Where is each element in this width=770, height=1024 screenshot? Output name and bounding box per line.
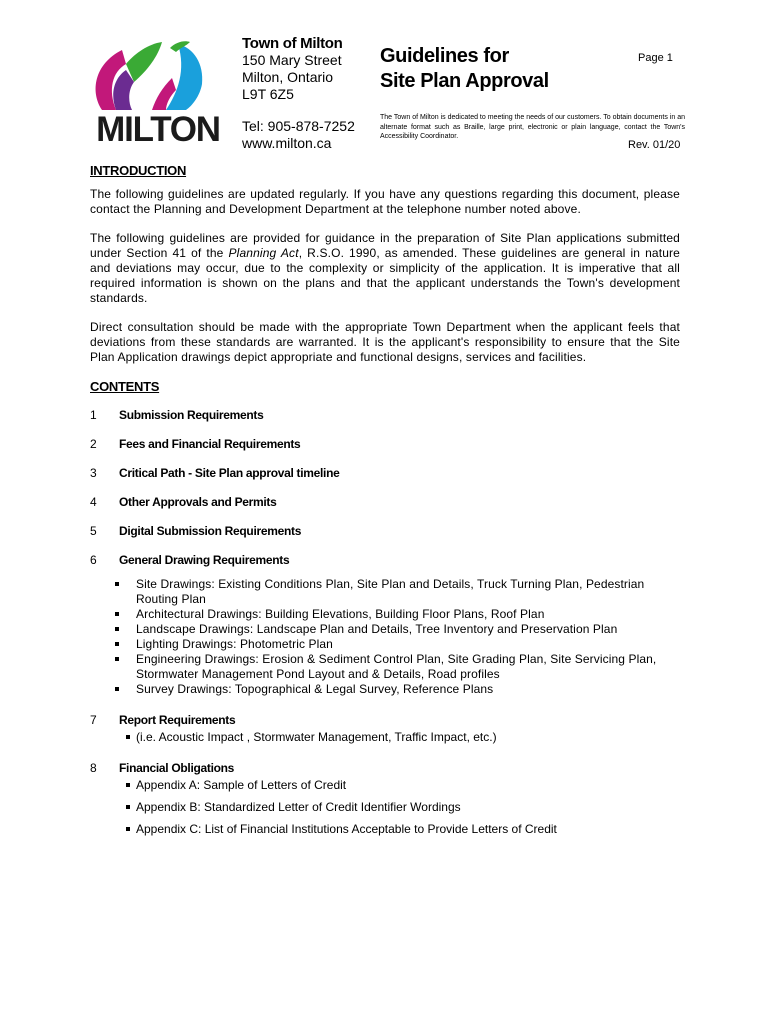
list-item: Landscape Drawings: Landscape Plan and Details, Tree Inventory and Preservation Plan [90, 622, 680, 637]
toc-item [90, 408, 680, 437]
address-line-1: 150 Mary Street [242, 52, 342, 68]
milton-logo-mark [82, 34, 234, 114]
toc-label: Fees and Financial Requirements [119, 437, 301, 451]
drawing-requirements-list [90, 577, 680, 697]
toc-label: Digital Submission Requirements [119, 524, 302, 538]
document-title [380, 44, 549, 94]
list-item: (i.e. Acoustic Impact , Stormwater Management, Traffic Impact, etc.) [90, 730, 680, 745]
milton-logo [82, 34, 234, 149]
introduction-heading: INTRODUCTION [90, 163, 187, 178]
intro-paragraph-2 [90, 231, 680, 306]
list-item: Lighting Drawings: Photometric Plan [90, 637, 680, 652]
toc-number: 4 [90, 495, 97, 509]
address-line-2: Milton, Ontario [242, 69, 334, 85]
toc-number: 1 [90, 408, 97, 422]
toc-number: 8 [90, 761, 97, 775]
title-line-2: Site Plan Approval [380, 70, 549, 92]
title-line-1: Guidelines for [380, 45, 509, 67]
toc-item [90, 524, 680, 553]
intro-p2-text-a: The following guidelines are provided for guidance in the preparation of Site Plan applications submitted under Section 41 of the [90, 231, 680, 260]
postal-code: L9T 6Z5 [242, 86, 294, 102]
main-content [90, 163, 680, 844]
toc-label: Other Approvals and Permits [119, 495, 277, 509]
intro-p2-text-b: , R.S.O. 1990, as amended. These guidelines are general in nature and deviations may occur, due to the complexity or simplicity of the application. It is imperative that all required information is shown on the plans and that the applicant understands the Town's development standards. [90, 246, 681, 305]
toc-number: 3 [90, 466, 97, 480]
intro-paragraph-1: The following guidelines are updated regularly. If you have any questions regarding this document, please contact the Planning and Development Department at the telephone number noted above. [90, 187, 680, 216]
toc-label: General Drawing Requirements [119, 553, 290, 567]
toc-label: Critical Path - Site Plan approval timeline [119, 466, 340, 480]
toc-number: 7 [90, 713, 97, 727]
list-item: Appendix B: Standardized Letter of Credit Identifier Wordings [90, 800, 680, 815]
revision-label: Rev. 01/20 [628, 139, 681, 151]
logo-wordmark: MILTON [96, 110, 220, 149]
toc-item [90, 437, 680, 466]
accessibility-notice: The Town of Milton is dedicated to meeting the needs of our customers. To obtain documents in an alternate format such as Braille, large print, electronic or plain language, contact the Town's Accessibility Coordinator. [380, 114, 685, 140]
list-item: Appendix A: Sample of Letters of Credit [90, 778, 680, 793]
toc-label: Report Requirements [119, 713, 236, 727]
toc-number: 2 [90, 437, 97, 451]
list-item: Appendix C: List of Financial Institutions Acceptable to Provide Letters of Credit [90, 822, 680, 837]
address-block [242, 35, 343, 103]
town-name: Town of Milton [242, 35, 343, 52]
toc-item [90, 466, 680, 495]
toc-label: Submission Requirements [119, 408, 264, 422]
list-item: Engineering Drawings: Erosion & Sediment Control Plan, Site Grading Plan, Site Servicing Plan, Stormwater Management Pond Layout and & Details, Road profiles [90, 652, 680, 682]
financial-obligations-list [90, 778, 680, 837]
contact-block [242, 118, 355, 152]
toc-label: Financial Obligations [119, 761, 235, 775]
intro-paragraph-3: Direct consultation should be made with the appropriate Town Department when the applicant feels that deviations from these standards are warranted. It is the applicant's responsibility to ensure that the Site Plan Application drawings depict appropriate and functional designs, services and facilities. [90, 320, 680, 364]
website: www.milton.ca [242, 135, 332, 151]
page-number: Page 1 [638, 52, 673, 64]
list-item: Survey Drawings: Topographical & Legal Survey, Reference Plans [90, 682, 680, 697]
list-item: Site Drawings: Existing Conditions Plan, Site Plan and Details, Truck Turning Plan, Pedestrian Routing Plan [90, 577, 680, 607]
contents-heading: CONTENTS [90, 379, 160, 394]
report-requirements-list [90, 730, 680, 745]
toc-number: 6 [90, 553, 97, 567]
telephone: Tel: 905-878-7252 [242, 118, 355, 134]
toc-number: 5 [90, 524, 97, 538]
list-item: Architectural Drawings: Building Elevations, Building Floor Plans, Roof Plan [90, 607, 680, 622]
planning-act-italic: Planning Act [228, 246, 299, 260]
toc-item [90, 495, 680, 524]
